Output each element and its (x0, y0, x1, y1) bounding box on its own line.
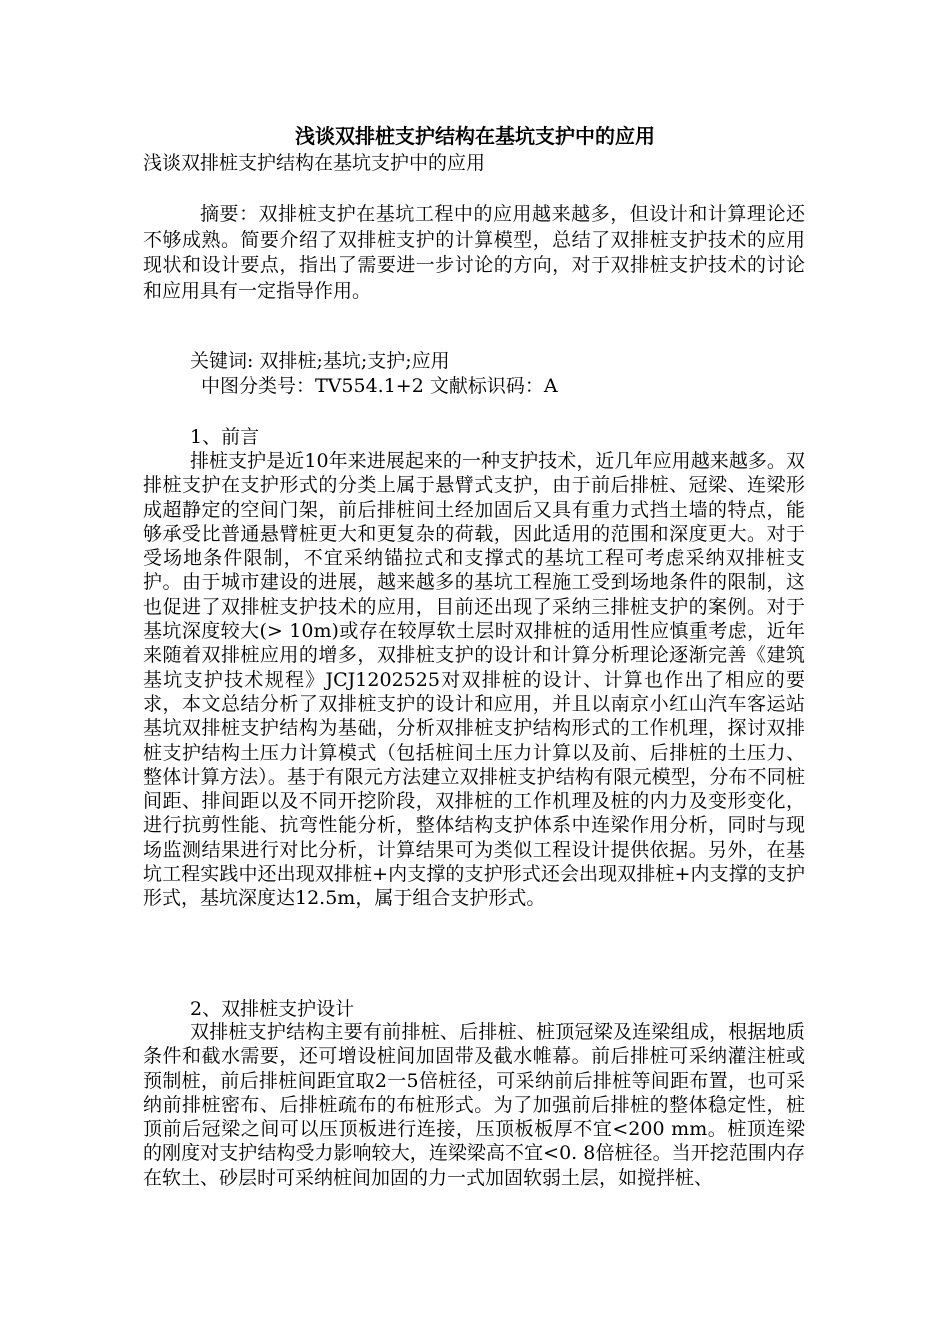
abstract-paragraph: 摘要：双排桩支护在基坑工程中的应用越来越多，但设计和计算理论还不够成熟。简要介绍了双排桩支护的计算模型，总结了双排桩支护技术的应用现状和设计要点，指出了需要进一步讨论的方向，对于双排桩支护技术的讨论和应用具有一定指导作用。 (143, 203, 805, 302)
classification-line: 中图分类号：TV554.1+2 文献标识码：A (201, 375, 558, 397)
document-title: 浅谈双排桩支护结构在基坑支护中的应用 (295, 124, 655, 148)
section-1-heading: 1、前言 (190, 426, 260, 448)
section-2-body: 双排桩支护结构主要有前排桩、后排桩、桩顶冠梁及连梁组成，根据地质条件和截水需要，还可增设桩间加固带及截水帷幕。前后排桩可采纳灌注桩或预制桩，前后排桩间距宜取2一5倍桩径，可采纳前后排桩等间距布置，也可采纳前排桩密布、后排桩疏布的布桩形式。为了加强前后排桩的整体稳定性，桩顶前后冠梁之间可以压顶板进行连接，压顶板板厚不宜<200 mm。桩顶连梁的刚度对支护结构受力影响较大，连梁梁高不宜<0. 8倍桩径。当开挖范围内存在软土、砂层时可采纳桩间加固的力一式加固软弱土层，如搅拌桩、 (143, 1021, 805, 1189)
document-subtitle: 浅谈双排桩支护结构在基坑支护中的应用 (143, 152, 486, 174)
section-2-heading: 2、双排桩支护设计 (190, 998, 355, 1020)
section-1-body: 排桩支护是近10年来进展起来的一种支护技术，近几年应用越来越多。双排桩支护在支护形式的分类上属于悬臂式支护，由于前后排桩、冠梁、连梁形成超静定的空间门架，前后排桩间土经加固后又具有重力式挡土墙的特点，能够承受比普通悬臂桩更大和更复杂的荷载，因此适用的范围和深度更大。对于受场地条件限制，不宜采纳锚拉式和支撑式的基坑工程可考虑采纳双排桩支护。由于城市建设的进展，越来越多的基坑工程施工受到场地条件的限制，这也促进了双排桩支护技术的应用，目前还出现了采纳三排桩支护的案例。对于基坑深度较大(> 10m)或存在较厚软土层时双排桩的适用性应慎重考虑，近年来随着双排桩应用的增多，双排桩支护的设计和计算分析理论逐渐完善《建筑基坑支护技术规程》JCJ1202525对双排桩的设计、计算也作出了相应的要求，本文总结分析了双排桩支护的设计和应用，并且以南京小红山汽车客运站基坑双排桩支护结构为基础，分析双排桩支护结构形式的工作机理，探讨双排桩支护结构土压力计算模式（包括桩间土压力计算以及前、后排桩的土压力、整体计算方法）。基于有限元方法建立双排桩支护结构有限元模型，分布不同桩间距、排间距以及不同开挖阶段，双排桩的工作机理及桩的内力及变形变化，进行抗剪性能、抗弯性能分析，整体结构支护体系中连梁作用分析，同时与现场监测结果进行对比分析，计算结果可为类似工程设计提供依据。另外，在基坑工程实践中还出现双排桩+内支撑的支护形式还会出现双排桩+内支撑的支护形式，基坑深度达12.5m，属于组合支护形式。 (143, 450, 805, 910)
keywords-line: 关键词: 双排桩;基坑;支护;应用 (190, 350, 450, 372)
